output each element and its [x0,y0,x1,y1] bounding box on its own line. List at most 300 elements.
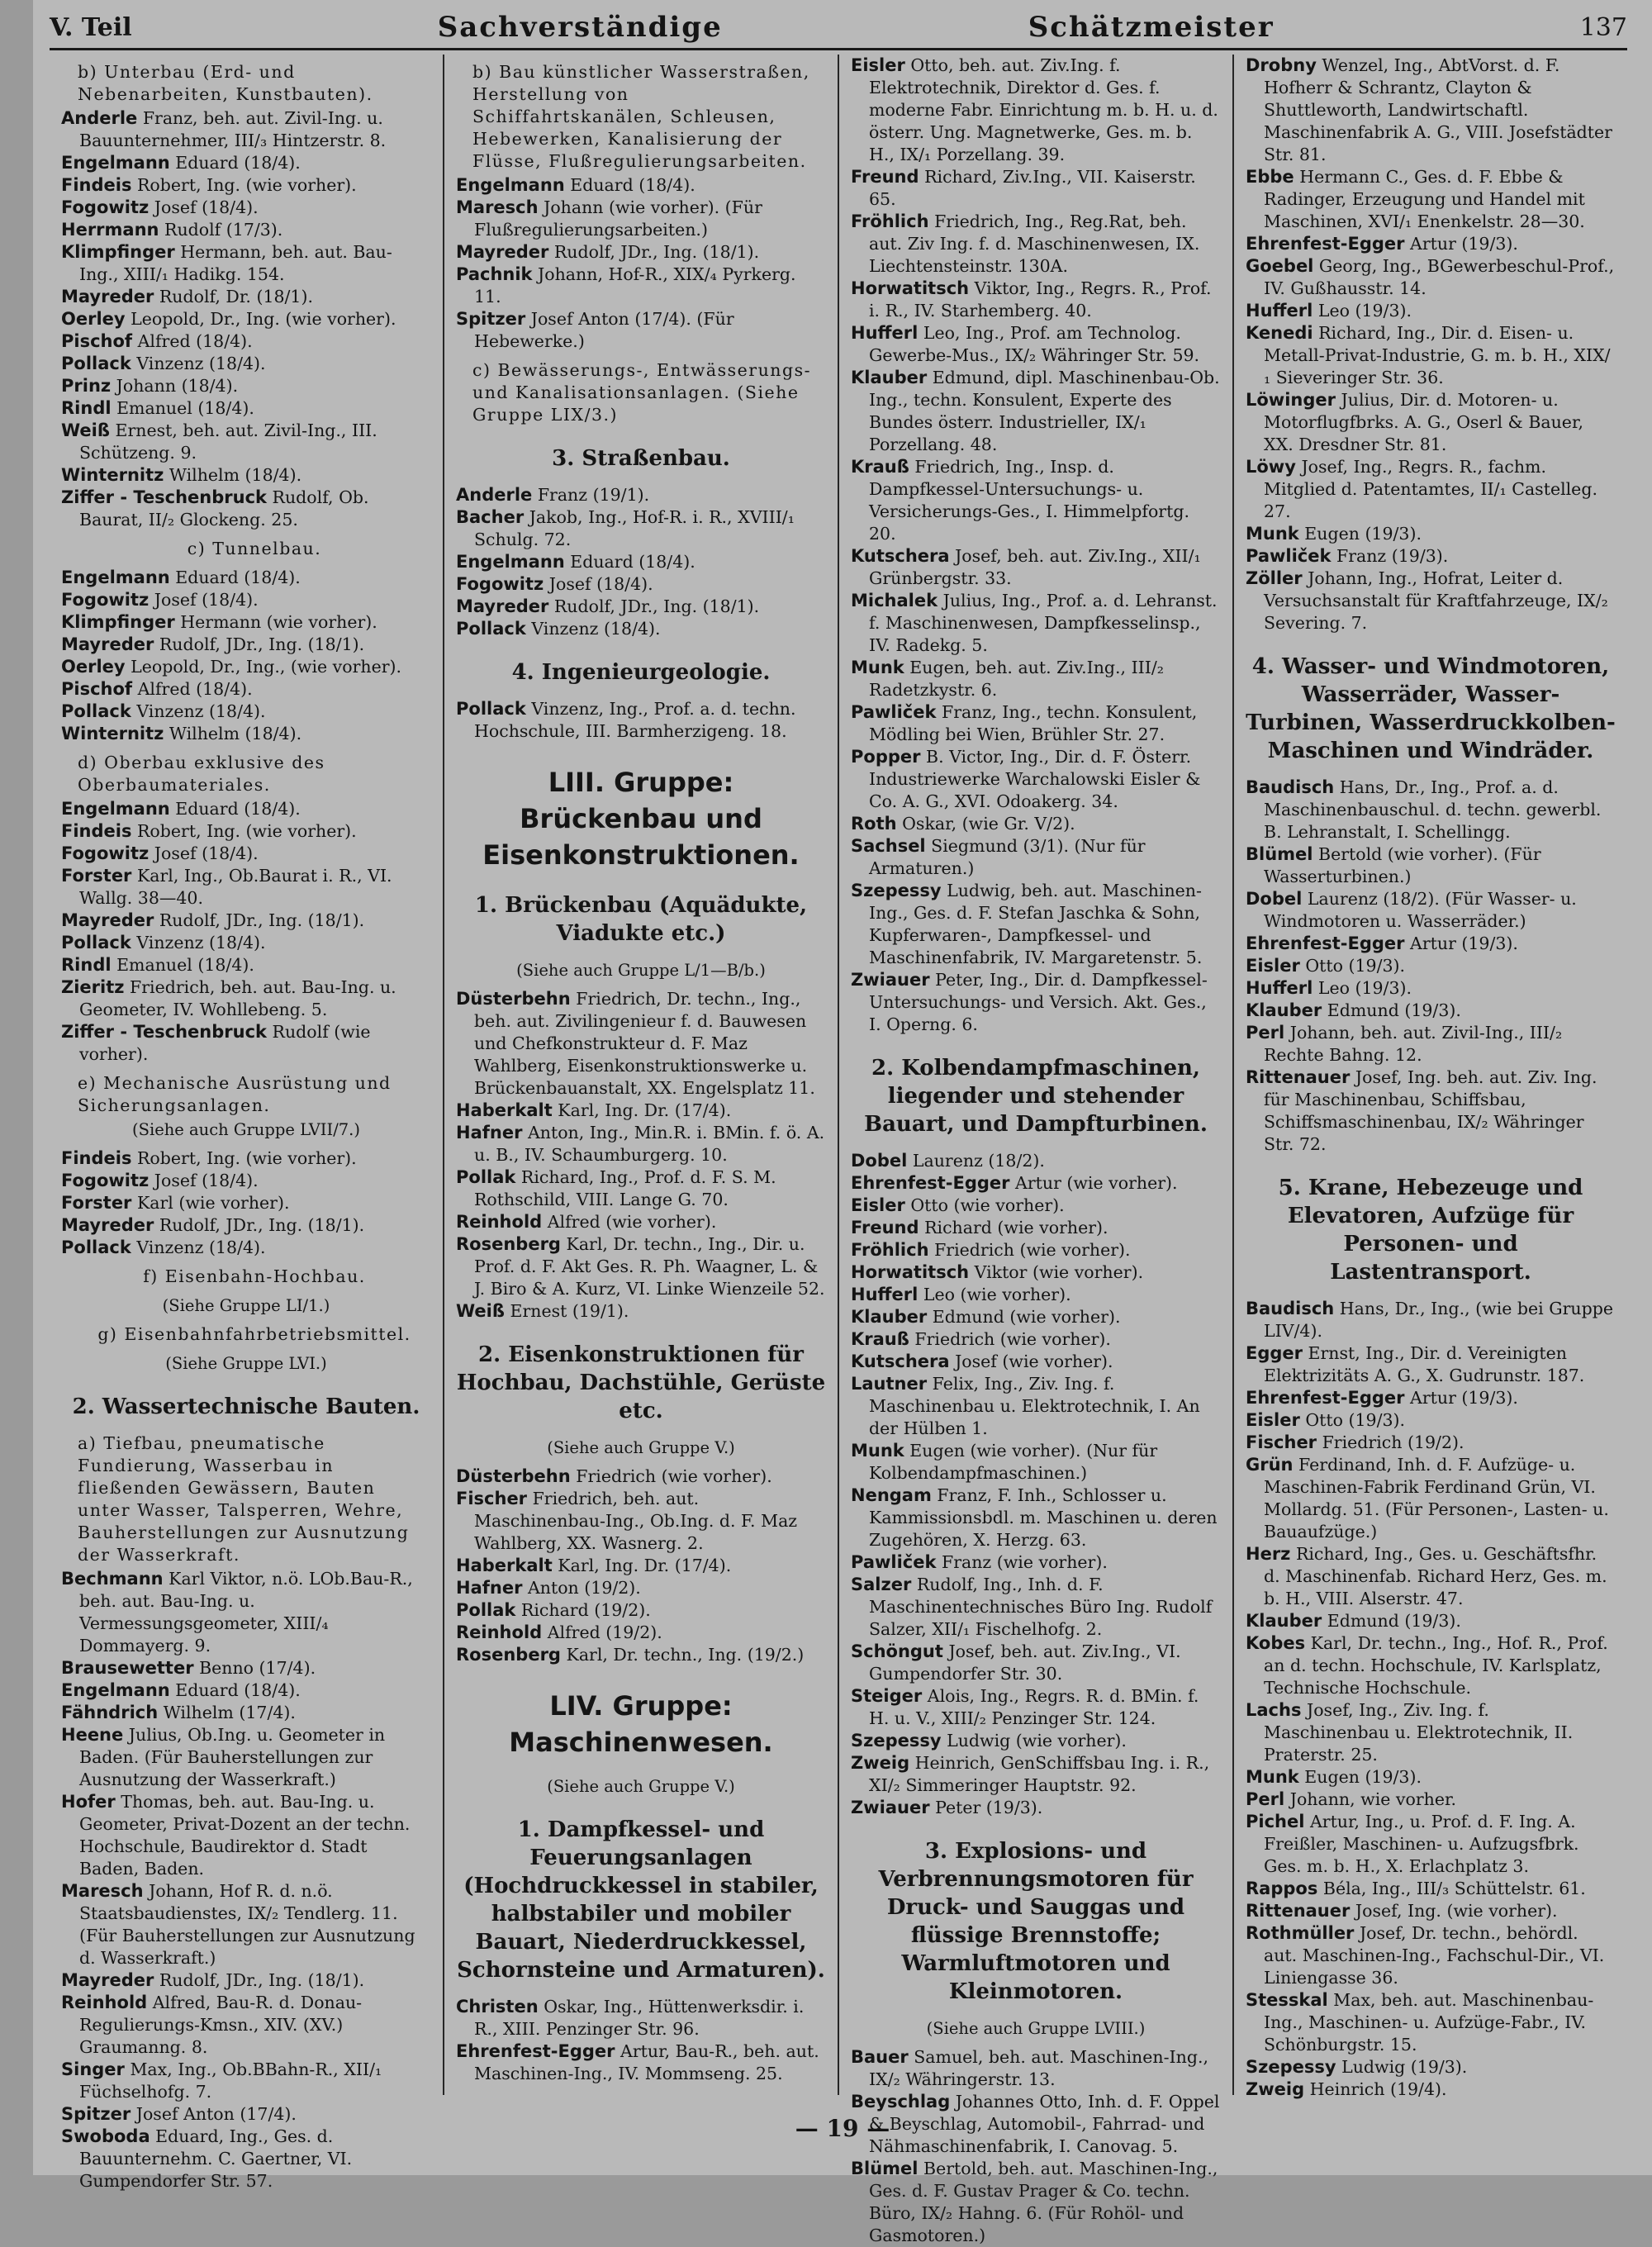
directory-entry [851,969,1221,1036]
entry-details: Otto, beh. aut. Ziv.Ing. f. Elektrotechnik, Direktor d. Ges. f. moderne Fabr. Einrichtung m. b. H. u. d. österr. Ung. Magnetwerke, Ges. m. b. H., IX/₁ Porzellang. 39. [869,55,1218,164]
entry-details: Alois, Ing., Regrs. R. d. BMin. f. H. u. V., XIII/₂ Penzinger Str. 124. [869,1686,1199,1728]
entry-details: Rudolf (wie vorher). [79,1022,371,1064]
directory-entry [61,152,431,174]
directory-entry [851,657,1221,701]
entry-surname: Reinhold [456,1622,543,1642]
entry-surname: Hufferl [851,1285,919,1304]
entry-surname: Reinhold [61,1993,148,2012]
column-2 [444,55,839,2095]
entry-surname: Zwiauer [851,1798,930,1817]
entry-surname: Rosenberg [456,1234,561,1254]
entry-surname: Klauber [851,368,928,387]
entry-surname: Maresch [61,1881,144,1901]
entry-details: Eduard (18/4). [175,153,301,173]
entry-details: Karl, Ing. Dr. (17/4). [558,1556,732,1575]
entry-surname: Klauber [1246,1611,1322,1631]
entry-details: Josef, beh. aut. Ziv.Ing., XII/₁ Grünbergstr. 33. [869,546,1201,588]
entry-surname: Mayreder [61,287,154,306]
cross-reference: (Siehe Gruppe LI/1.) [162,1296,330,1315]
directory-entry [1246,233,1616,255]
directory-entry [1246,1699,1616,1766]
directory-entry [1246,389,1616,456]
directory-entry [61,634,431,656]
entry-details: Béla, Ing., III/₃ Schüttelstr. 61. [1322,1879,1586,1898]
entry-surname: Maresch [456,197,539,217]
entry-surname: Pollack [61,933,131,952]
entry-surname: Dobel [851,1151,908,1171]
entry-details: Hermann, beh. aut. Bau-Ing., XIII/₁ Hadikg. 154. [79,242,392,284]
entry-details: Josef (18/4). [154,843,259,863]
directory-entry [456,1300,826,1323]
entry-details: Alfred, Bau-R. d. Donau-Regulierungs-Kmsn., XIV. (XV.) Graumanng. 8. [79,1993,363,2057]
subsection-heading: d) Oberbau exklusive des Oberbaumateriales. [78,753,325,795]
subsection-heading: b) Unterbau (Erd- und Nebenarbeiten, Kunstbauten). [78,62,373,104]
directory-entry [851,1195,1221,1217]
entry-details: Vinzenz (18/4). [136,701,266,721]
directory-entry [1246,1900,1616,1922]
directory-entry [851,1217,1221,1239]
directory-entry [61,1702,431,1724]
entry-details: Jakob, Ing., Hof-R. i. R., XVIII/₁ Schulg. 72. [474,507,795,549]
entry-details: Peter (19/3). [935,1798,1043,1817]
entry-surname: Mayreder [61,634,154,654]
entry-surname: Munk [851,1441,904,1461]
entry-surname: Mayreder [61,1215,154,1235]
entry-details: Rudolf, Ing., Inh. d. F. Maschinentechnisches Büro Ing. Rudolf Salzer, XII/₁ Fischelhofg. 2. [869,1575,1213,1639]
entry-details: Josef, Ing. (wie vorher). [1355,1901,1558,1921]
entry-surname: Winternitz [61,465,164,485]
directory-entry [851,367,1221,456]
directory-entry [456,1211,826,1233]
entry-details: Franz (19/1). [537,485,650,505]
entry-surname: Grün [1246,1455,1294,1475]
section-heading: 3. Explosions- und Verbrennungsmotoren für Druck- und Sauggas und flüssige Brennstoffe; Warmluftmotoren und Kleinmotoren. [878,1839,1194,2004]
directory-entry [456,1996,826,2040]
directory-entry [61,820,431,843]
subsection-heading: c) Tunnelbau. [187,539,322,558]
entry-surname: Winternitz [61,724,164,743]
entry-surname: Pawliček [851,702,937,722]
entry-details: Vinzenz (18/4). [136,933,266,952]
entry-surname: Roth [851,814,897,834]
entry-details: Oskar, (wie Gr. V/2). [902,814,1075,834]
directory-entry [851,545,1221,590]
directory-entry [456,1466,826,1488]
entry-surname: Schöngut [851,1641,943,1661]
entry-surname: Szepessy [1246,2057,1336,2077]
entry-surname: Oerley [61,657,126,677]
entry-details: Friedrich, Ing., Reg.Rat, beh. aut. Ziv Ing. f. d. Maschinenwesen, IX. Liechtensteinstr. 130A. [869,211,1200,276]
directory-entry [61,932,431,954]
directory-entry [61,1568,431,1657]
entry-surname: Egger [1246,1343,1303,1363]
entry-details: Richard, Ing., Ges. u. Geschäftsfhr. d. Maschinenfab. Richard Herz, Ges. m. b. H., VIII. Alserstr. 47. [1264,1544,1607,1608]
directory-entry [1246,933,1616,955]
cross-reference: (Siehe auch Gruppe LVIII.) [926,2019,1146,2038]
directory-entry [851,456,1221,545]
entry-details: Thomas, beh. aut. Bau-Ing. u. Geometer, Privat-Dozent an der techn. Hochschule, Baudirektor d. Stadt Baden, Baden. [79,1792,411,1879]
entry-surname: Rittenauer [1246,1067,1351,1087]
directory-entry [456,1644,826,1666]
entry-details: Wilhelm (18/4). [169,724,302,743]
directory-entry [456,1166,826,1211]
directory-entry [61,286,431,308]
entry-details: Oskar, Ing., Hüttenwerksdir. i. R., XIII. Penzinger Str. 96. [474,1997,805,2039]
section-heading: 2. Wassertechnische Bauten. [72,1394,420,1419]
entry-details: Johannes Otto, Inh. d. F. Oppel & Beyschlag, Automobil-, Fahrrad- und Nähmaschinenfabrik, I. Canovag. 5. [869,2092,1220,2156]
directory-entry [1246,1922,1616,1989]
directory-entry [456,573,826,596]
entry-details: Josef, Ing. beh. aut. Ziv. Ing. für Maschinenbau, Schiffsbau, Schiffsmaschinenbau, IX/₂ Währinger Str. 72. [1264,1067,1597,1154]
cross-reference: (Siehe auch Gruppe V.) [547,1438,735,1457]
entry-details: Josef (wie vorher). [955,1352,1113,1371]
directory-entry [61,330,431,353]
entry-surname: Fogowitz [61,197,150,217]
directory-entry [1246,1543,1616,1610]
entry-details: B. Victor, Ing., Dir. d. F. Österr. Industriewerke Warchalowski Eisler & Co. A. G., XVI. Odoakerg. 34. [869,747,1201,811]
entry-surname: Michalek [851,591,938,610]
entry-surname: Mayreder [456,596,549,616]
directory-entry [61,197,431,219]
directory-entry [61,567,431,589]
entry-details: Benno (17/4). [199,1658,316,1678]
entry-surname: Spitzer [61,2104,131,2124]
entry-details: Julius, Ing., Prof. a. d. Lehranst. f. Maschinenwesen, Dampfkesselinsp., IV. Radekg. 5. [869,591,1218,655]
entry-surname: Hufferl [1246,301,1313,321]
directory-entry [61,865,431,910]
entry-surname: Ehrenfest-Egger [1246,234,1405,254]
entry-surname: Zwiauer [851,970,930,990]
directory-entry [1246,977,1616,1000]
entry-details: Hans, Dr., Ing., (wie bei Gruppe LIV/4). [1264,1299,1613,1341]
directory-entry [851,2046,1221,2091]
entry-details: Julius, Dir. d. Motoren- u. Motorflugfbrks. A. G., Oserl & Bauer, XX. Dresdner Str. 81. [1264,390,1584,454]
directory-entry [61,843,431,865]
entry-details: Anton (19/2). [527,1578,641,1598]
entry-surname: Rindl [61,398,112,418]
directory-entry [61,1021,431,1066]
directory-entry [1246,1454,1616,1543]
entry-surname: Engelmann [61,568,170,587]
entry-details: Vinzenz (18/4). [136,1238,266,1257]
directory-entry [61,1214,431,1237]
directory-entry [851,1351,1221,1373]
entry-details: Ludwig (wie vorher). [947,1731,1127,1751]
entry-surname: Horwatitsch [851,1262,970,1282]
directory-entry [1246,1989,1616,2056]
directory-entry [456,484,826,506]
entry-details: Josef, beh. aut. Ziv.Ing., VI. Gumpendorfer Str. 30. [869,1641,1181,1684]
entry-details: Alfred (19/2). [547,1622,662,1642]
entry-details: Leopold, Dr., Ing. (wie vorher). [131,309,396,329]
running-title-right: Schätzmeister [1028,11,1275,44]
directory-entry [456,596,826,618]
directory-entry [1246,166,1616,233]
entry-details: Karl, Dr. techn., Ing., Hof. R., Prof. an d. techn. Hochschule, IV. Karlsplatz, Technische Hochschule. [1264,1633,1608,1698]
entry-surname: Zöller [1246,568,1303,588]
entry-surname: Munk [851,658,904,677]
entry-surname: Engelmann [456,175,565,195]
entry-surname: Haberkalt [456,1556,553,1575]
entry-surname: Herrmann [61,220,159,240]
entry-surname: Szepessy [851,1731,942,1751]
entry-surname: Mayreder [61,1970,154,1990]
entry-details: Karl, Ing. Dr. (17/4). [558,1100,732,1120]
directory-entry [851,1440,1221,1485]
directory-entry [851,1172,1221,1195]
directory-entry [456,1599,826,1622]
directory-entry [1246,300,1616,322]
entry-surname: Herz [1246,1544,1291,1564]
entry-details: Leo (wie vorher). [923,1285,1071,1304]
directory-entry [61,611,431,634]
entry-details: Eduard (18/4). [175,1680,301,1700]
entry-surname: Krauß [851,1329,909,1349]
column-1 [50,55,444,2191]
directory-entry [1246,255,1616,300]
entry-surname: Pichel [1246,1812,1305,1831]
entry-details: Emanuel (18/4). [116,955,254,975]
entry-surname: Stesskal [1246,1990,1328,2010]
directory-entry [851,746,1221,813]
directory-entry [61,107,431,152]
entry-details: Franz, beh. aut. Zivil-Ing. u. Bauunternehmer, III/₃ Hintzerstr. 8. [79,108,387,150]
entry-details: Richard (19/2). [520,1600,651,1620]
directory-entry [61,976,431,1021]
entry-surname: Ziffer - Teschenbruck [61,1022,267,1042]
entry-details: Artur (19/3). [1410,234,1518,254]
entry-details: Eugen (19/3). [1304,524,1422,544]
entry-details: Vinzenz, Ing., Prof. a. d. techn. Hochschule, III. Barmherzigeng. 18. [474,699,796,741]
directory-entry [1246,1342,1616,1387]
entry-surname: Salzer [851,1575,912,1594]
entry-details: Johann (wie vorher). (Für Flußregulierungsarbeiten.) [474,197,762,240]
directory-entry [851,55,1221,166]
entry-details: Viktor, Ing., Regrs. R., Prof. i. R., IV. Starhemberg. 40. [869,278,1212,321]
entry-surname: Munk [1246,524,1299,544]
directory-entry [456,1100,826,1122]
directory-entry [1246,2078,1616,2101]
entry-surname: Engelmann [61,1680,170,1700]
entry-details: Richard, Ing., Dir. d. Eisen- u. Metall-Privat-Industrie, G. m. b. H., XIX/₁ Sieveringer Str. 36. [1264,323,1611,387]
entry-details: Georg, Ing., BGewerbeschul-Prof., IV. Gußhausstr. 14. [1264,256,1615,298]
entry-surname: Klimpfinger [61,612,175,632]
entry-details: Bertold, beh. aut. Maschinen-Ing., Ges. d. F. Gustav Prager & Co. techn. Büro, IX/₂ Hahng. 6. (Für Rohöl- und Gasmotoren.) [869,2159,1218,2245]
directory-entry [851,590,1221,657]
entry-details: Wilhelm (18/4). [169,465,302,485]
entry-details: Friedrich (wie vorher). [934,1240,1131,1260]
entry-details: Ferdinand, Inh. d. F. Aufzüge- u. Maschinen-Fabrik Ferdinand Grün, VI. Mollardg. 51. (Für Personen-, Lasten- u. Bauaufzüge.) [1264,1455,1609,1542]
entry-surname: Pawliček [1246,546,1332,566]
directory-entry [851,1797,1221,1819]
entry-surname: Beyschlag [851,2092,951,2112]
entry-surname: Kenedi [1246,323,1313,343]
entry-surname: Löwy [1246,457,1296,477]
directory-entry [851,1551,1221,1574]
entry-surname: Pischof [61,679,133,699]
directory-entry [61,1679,431,1702]
entry-details: Friedrich, Ing., Insp. d. Dampfkessel-Untersuchungs- u. Versicherungs-Ges., I. Himmelpfortg. 20. [869,457,1189,544]
entry-surname: Klimpfinger [61,242,175,262]
entry-details: Artur (wie vorher). [1015,1173,1178,1193]
directory-entry [61,1791,431,1880]
entry-surname: Pollack [456,619,526,639]
entry-surname: Freund [851,167,919,187]
entry-details: Richard (wie vorher). [924,1218,1108,1238]
entry-surname: Fogowitz [61,843,150,863]
directory-entry [1246,1298,1616,1342]
entry-details: Ernest, beh. aut. Zivil-Ing., III. Schützeng. 9. [79,420,377,463]
entry-surname: Pollak [456,1600,516,1620]
entry-details: Hermann (wie vorher). [180,612,377,632]
entry-surname: Pollack [456,699,526,719]
directory-entry [61,1192,431,1214]
entry-surname: Eisler [851,1195,905,1215]
directory-entry [1246,55,1616,166]
entry-details: Rudolf (17/3). [164,220,283,240]
directory-entry [61,420,431,464]
directory-entry [851,1306,1221,1328]
entry-details: Eduard (18/4). [570,552,695,572]
entry-surname: Kutschera [851,546,950,566]
entry-surname: Zweig [851,1753,910,1773]
entry-details: Johann, wie vorher. [1289,1789,1457,1809]
entry-surname: Ehrenfest-Egger [851,1173,1010,1193]
directory-entry [1246,1766,1616,1789]
directory-entry [61,1147,431,1170]
entry-details: Richard, Ziv.Ing., VII. Kaiserstr. 65. [869,167,1196,209]
entry-surname: Weiß [456,1301,505,1321]
entry-surname: Reinhold [456,1212,543,1232]
directory-entry [851,1373,1221,1440]
entry-details: Leopold, Dr., Ing., (wie vorher). [131,657,402,677]
entry-details: Eduard, Ing., Ges. d. Bauunternehm. C. Gaertner, VI. Gumpendorfer Str. 57. [79,2126,353,2191]
entry-surname: Engelmann [61,153,170,173]
entry-surname: Löwinger [1246,390,1336,410]
directory-entry [456,1577,826,1599]
entry-details: Ludwig, beh. aut. Maschinen-Ing., Ges. d. F. Stefan Jaschka & Sohn, Kupferwaren-, Dampfkessel- und Maschinenfabrik, IV. Margaretenstr. 5. [869,881,1203,967]
directory-entry [61,701,431,723]
entry-surname: Pollack [61,701,131,721]
entry-surname: Fogowitz [61,590,150,610]
directory-entry [851,1261,1221,1284]
entry-details: Josef (18/4). [548,574,653,594]
entry-surname: Pischof [61,331,133,351]
entry-surname: Horwatitsch [851,278,970,298]
directory-entry [1246,1610,1616,1632]
directory-entry [456,308,826,353]
entry-surname: Bechmann [61,1569,164,1589]
directory-entry [61,589,431,611]
section-heading: 4. Wasser- und Windmotoren, Wasserräder, Wasser-Turbinen, Wasserdruckkolben-Maschinen und Windräder. [1246,654,1616,763]
entry-surname: Rappos [1246,1879,1318,1898]
directory-entry [61,375,431,397]
entry-surname: Baudisch [1246,777,1335,797]
directory-entry [1246,1409,1616,1432]
subsection-heading: f) Eisenbahn-Hochbau. [143,1266,366,1286]
entry-surname: Hufferl [851,323,919,343]
entry-surname: Düsterbehn [456,1466,571,1486]
entry-details: Ludwig (19/3). [1341,2057,1468,2077]
directory-entry [456,1233,826,1300]
entry-surname: Blümel [1246,844,1313,864]
directory-entry [456,1622,826,1644]
page-footer: — 19 — [795,2115,890,2142]
directory-entry [851,813,1221,835]
directory-entry [851,1574,1221,1641]
entry-details: Artur, Ing., u. Prof. d. F. Ing. A. Freißler, Maschinen- u. Aufzugsfbrk. Ges. m. b. H., X. Erlachplatz 3. [1264,1812,1579,1876]
entry-details: Eduard (18/4). [570,175,695,195]
directory-entry [851,1641,1221,1685]
directory-entry [851,1752,1221,1797]
entry-details: Josef, Ing., Regrs. R., fachm. Mitglied d. Patentamtes, II/₁ Castelleg. 27. [1264,457,1597,521]
directory-entry [456,264,826,308]
entry-surname: Dobel [1246,889,1303,909]
entry-details: Max, beh. aut. Maschinenbau-Ing., Maschinen- u. Aufzüge-Fabr., IV. Schönburgstr. 15. [1264,1990,1594,2055]
directory-page [33,0,1652,2245]
part-label: V. Teil [50,12,132,42]
section-heading: 1. Brückenbau (Aquädukte, Viadukte etc.) [474,893,808,946]
entry-details: Otto (wie vorher). [910,1195,1065,1215]
subsection-heading: e) Mechanische Ausrüstung und Sicherungsanlagen. [78,1073,392,1115]
entry-details: Karl (wie vorher). [136,1193,290,1213]
entry-details: Karl, Dr. techn., Ing., Dir. u. Prof. d. F. Akt Ges. R. Ph. Waagner, L. & J. Biro & A. Kurz, VI. Linke Wienzeile 52. [474,1234,825,1299]
entry-details: Alfred (18/4). [137,331,253,351]
entry-surname: Findeis [61,821,132,841]
directory-entry [1246,568,1616,634]
directory-entry [61,798,431,820]
directory-entry [61,308,431,330]
entry-details: Friedrich, beh. aut. Maschinenbau-Ing., Ob.Ing. d. F. Maz Wahlberg, XX. Wasnerg. 2. [474,1489,798,1553]
entry-details: Edmund (wie vorher). [932,1307,1121,1327]
entry-details: Johann (18/4). [116,376,239,396]
page-number: 137 [1579,12,1627,42]
entry-surname: Eisler [1246,1410,1300,1430]
entry-details: Ernest (19/1). [510,1301,629,1321]
directory-entry [1246,1387,1616,1409]
entry-surname: Lautner [851,1374,928,1394]
group-heading: LIV. Gruppe: Maschinenwesen. [509,1690,773,1758]
directory-entry [851,1730,1221,1752]
entry-details: Karl, Dr. techn., Ing. (19/2.) [566,1645,805,1665]
directory-entry [1246,322,1616,389]
entry-details: Josef (18/4). [154,590,259,610]
entry-details: Josef (18/4). [154,197,259,217]
entry-surname: Haberkalt [456,1100,553,1120]
directory-entry [456,241,826,264]
entry-surname: Mayreder [456,242,549,262]
entry-details: Franz (wie vorher). [941,1552,1108,1572]
entry-surname: Blümel [851,2159,919,2178]
entry-surname: Pachnik [456,264,533,284]
entry-details: Vinzenz (18/4). [531,619,661,639]
entry-surname: Pollack [61,1238,131,1257]
entry-surname: Goebel [1246,256,1314,276]
entry-details: Peter, Ing., Dir. d. Dampfkessel-Untersuchungs- und Versich. Akt. Ges., I. Operng. 6. [869,970,1208,1034]
entry-surname: Pollak [456,1167,516,1187]
entry-surname: Findeis [61,1148,132,1168]
directory-entry [61,1969,431,1992]
directory-entry [1246,1022,1616,1066]
entry-surname: Nengam [851,1485,932,1505]
entry-details: Rudolf, JDr., Ing. (18/1). [159,910,365,930]
entry-details: Franz, Ing., techn. Konsulent, Mödling bei Wien, Brühler Str. 27. [869,702,1198,744]
entry-surname: Fogowitz [61,1171,150,1190]
entry-details: Artur, Bau-R., beh. aut. Maschinen-Ing., IV. Mommseng. 25. [474,2041,819,2083]
subsection-heading: g) Eisenbahnfahrbetriebsmittel. [97,1324,411,1344]
directory-entry [851,211,1221,278]
entry-surname: Hufferl [1246,978,1313,998]
